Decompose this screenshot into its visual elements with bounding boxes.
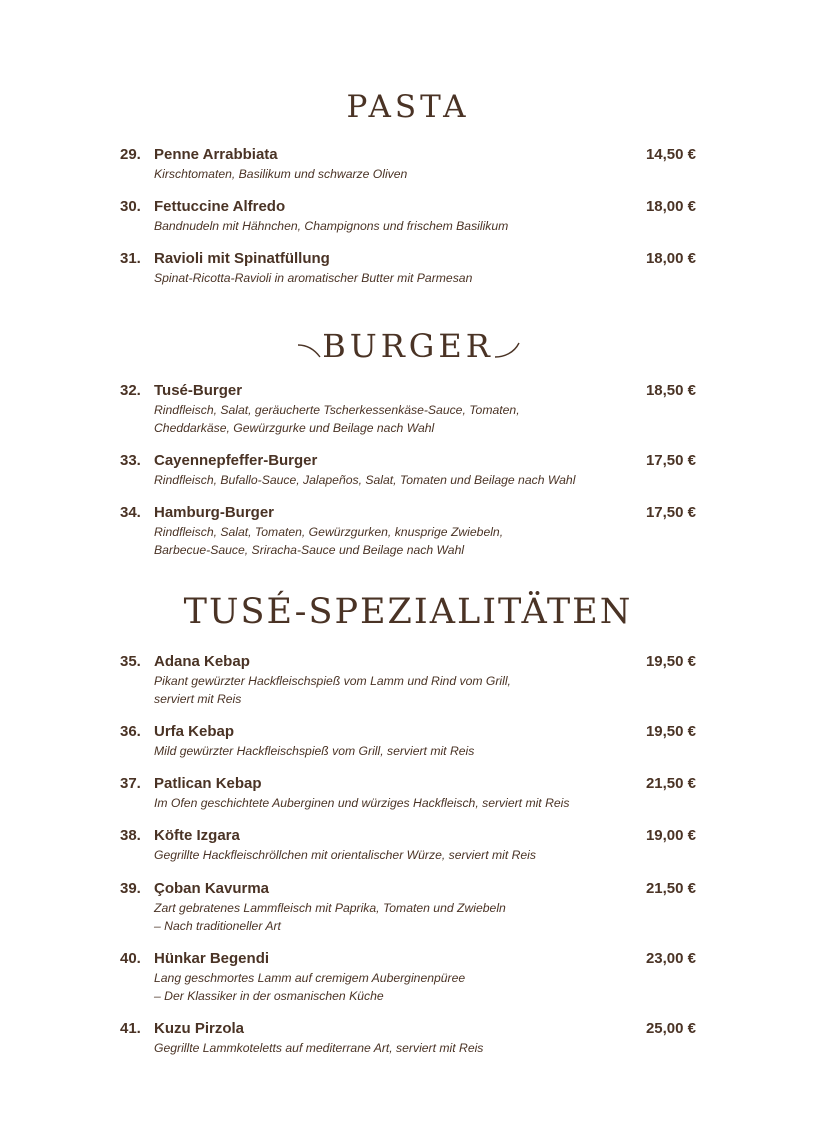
item-price: 17,50 € — [645, 452, 696, 469]
item-description: Im Ofen geschichtete Auberginen und würziges Hackfleisch, serviert mit Reis — [154, 796, 570, 810]
item-number: 34. — [120, 504, 141, 521]
item-description: Spinat-Ricotta-Ravioli in aromatischer Butter mit Parmesan — [154, 271, 473, 285]
item-price: 25,00 € — [645, 1020, 696, 1037]
item-number: 30. — [120, 198, 141, 215]
item-price: 18,50 € — [645, 382, 696, 399]
item-description: Rindfleisch, Salat, Tomaten, Gewürzgurken, knusprige Zwiebeln, Barbecue-Sauce, Sriracha-Sauce und Beilage nach Wahl — [154, 525, 504, 557]
item-price: 19,50 € — [645, 723, 696, 740]
item-name: Çoban Kavurma — [154, 880, 270, 897]
section-title-burger: BURGER — [0, 330, 816, 362]
section-title-pasta: PASTA — [346, 89, 470, 125]
item-price: 18,00 € — [645, 198, 696, 215]
item-price: 21,50 € — [645, 880, 696, 897]
section-title-specialties: TUSÉ-SPEZIALITÄTEN — [183, 592, 633, 632]
item-description: Bandnudeln mit Hähnchen, Champignons und frischem Basilikum — [154, 219, 509, 233]
item-name: Patlican Kebap — [154, 775, 262, 792]
item-number: 35. — [120, 653, 141, 670]
item-description: Rindfleisch, Salat, geräucherte Tscherkessenkäse-Sauce, Tomaten, Cheddarkäse, Gewürzgurke und Beilage nach Wahl — [154, 403, 520, 435]
item-price: 19,00 € — [645, 827, 696, 844]
item-price: 23,00 € — [645, 950, 696, 967]
item-description: Pikant gewürzter Hackfleischspieß vom Lamm und Rind vom Grill, serviert mit Reis — [154, 674, 511, 706]
item-number: 37. — [120, 775, 141, 792]
item-description: Gegrillte Hackfleischröllchen mit orientalischer Würze, serviert mit Reis — [154, 848, 536, 862]
item-name: Penne Arrabbiata — [154, 146, 278, 163]
item-description: Gegrillte Lammkoteletts auf mediterrane Art, serviert mit Reis — [154, 1041, 484, 1055]
item-description: Zart gebratenes Lammfleisch mit Paprika, Tomaten und Zwiebeln – Nach traditioneller Art — [154, 901, 506, 933]
item-name: Adana Kebap — [154, 653, 250, 670]
item-name: Hamburg-Burger — [154, 504, 275, 521]
item-name: Hünkar Begendi — [154, 950, 270, 967]
item-number: 40. — [120, 950, 141, 967]
item-price: 18,00 € — [645, 250, 696, 267]
item-description: Mild gewürzter Hackfleischspieß vom Grill, serviert mit Reis — [154, 744, 475, 758]
item-description: Lang geschmortes Lamm auf cremigem Auberginenpüree – Der Klassiker in der osmanischen Küche — [154, 971, 466, 1003]
swash-right-icon — [494, 339, 520, 359]
swash-left-icon — [296, 339, 322, 359]
item-price: 21,50 € — [645, 775, 696, 792]
item-number: 31. — [120, 250, 141, 267]
item-number: 38. — [120, 827, 141, 844]
item-description: Kirschtomaten, Basilikum und schwarze Oliven — [154, 167, 408, 181]
item-number: 33. — [120, 452, 141, 469]
item-number: 36. — [120, 723, 141, 740]
item-number: 41. — [120, 1020, 141, 1037]
item-name: Tusé-Burger — [154, 382, 243, 399]
item-name: Kuzu Pirzola — [154, 1020, 245, 1037]
item-number: 39. — [120, 880, 141, 897]
item-name: Urfa Kebap — [154, 723, 235, 740]
item-name: Köfte Izgara — [154, 827, 240, 844]
item-name: Fettuccine Alfredo — [154, 198, 286, 215]
item-price: 14,50 € — [645, 146, 696, 163]
item-name: Cayennepfeffer-Burger — [154, 452, 318, 469]
item-price: 17,50 € — [645, 504, 696, 521]
item-number: 29. — [120, 146, 141, 163]
item-number: 32. — [120, 382, 141, 399]
item-price: 19,50 € — [645, 653, 696, 670]
item-description: Rindfleisch, Bufallo-Sauce, Jalapeños, Salat, Tomaten und Beilage nach Wahl — [154, 473, 576, 487]
item-name: Ravioli mit Spinatfüllung — [154, 250, 330, 267]
